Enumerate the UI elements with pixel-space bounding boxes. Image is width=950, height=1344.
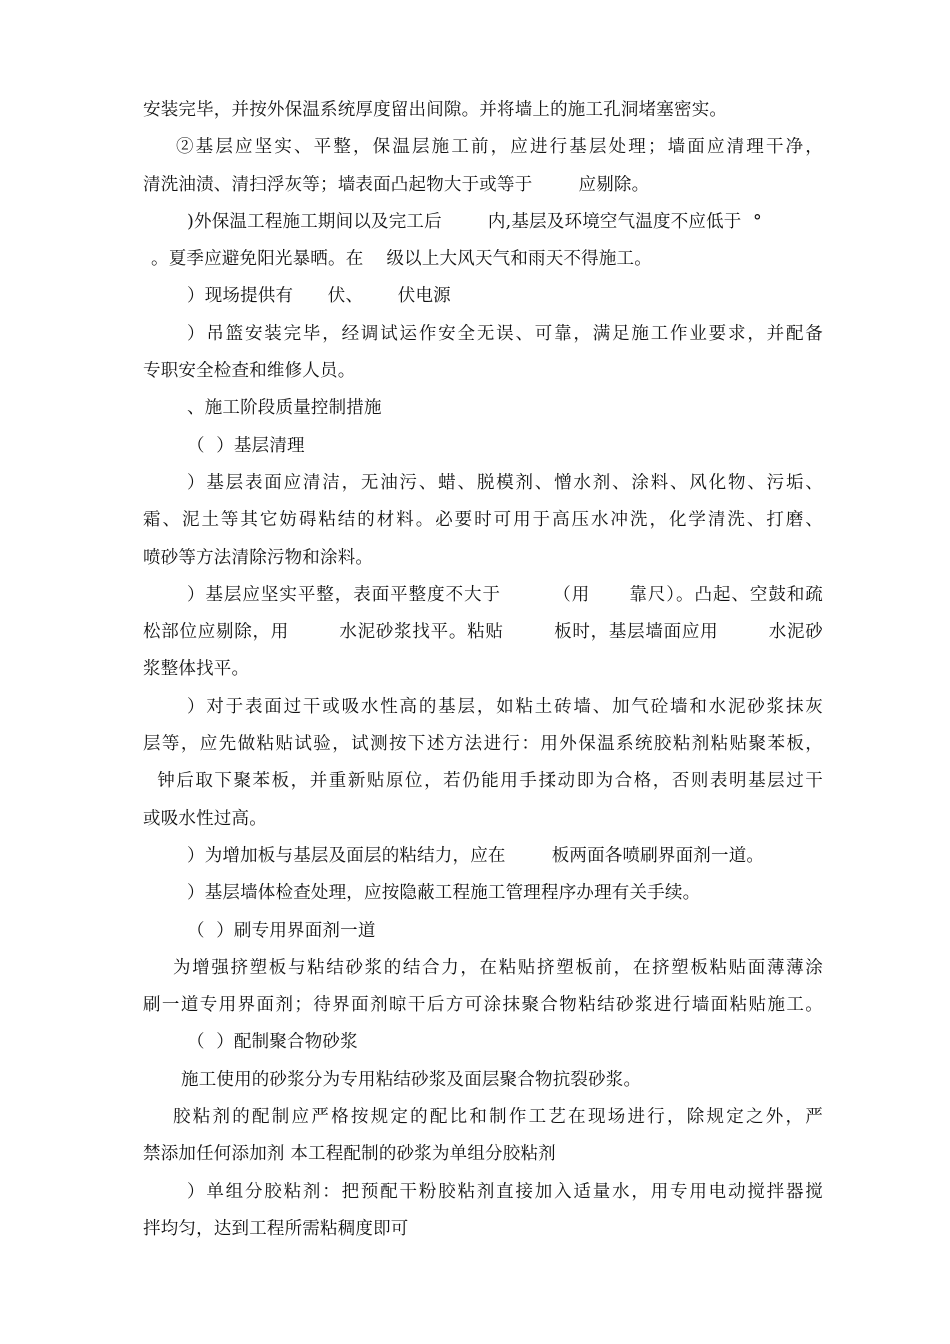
text-line: 松部位应剔除，用 水泥砂浆找平。粘贴 板时，基层墙面应用 水泥砂 <box>143 622 823 643</box>
text-line: 刷一道专用界面剂；待界面剂晾干后方可涂抹聚合物粘结砂浆进行墙面粘贴施工。 <box>143 995 823 1016</box>
text-line: 施工使用的砂浆分为专用粘结砂浆及面层聚合物抗裂砂浆。 <box>181 1069 642 1090</box>
text-line: ）吊篮安装完毕，经调试运作安全无误、可靠，满足施工作业要求，并配备 <box>187 323 823 344</box>
text-line: ）基层表面应清洁，无油污、蜡、脱模剂、憎水剂、涂料、风化物、污垢、 <box>187 472 823 493</box>
text-line: 。夏季应避免阳光暴晒。在 级以上大风天气和雨天不得施工。 <box>151 249 652 270</box>
text-line: 为增强挤塑板与粘结砂浆的结合力，在粘贴挤塑板前，在挤塑板粘贴面薄薄涂 <box>173 957 823 978</box>
text-line: 拌均匀，达到工程所需粘稠度即可 <box>143 1218 409 1239</box>
text-line: ）对于表面过干或吸水性高的基层，如粘土砖墙、加气砼墙和水泥砂浆抹灰 <box>187 696 823 717</box>
text-line: ）为增加板与基层及面层的粘结力，应在 板两面各喷刷界面剂一道。 <box>187 845 765 866</box>
text-line: 或吸水性过高。 <box>143 808 267 829</box>
text-line: 清洗油渍、清扫浮灰等；墙表面凸起物大于或等于 应剔除。 <box>143 174 650 195</box>
text-line: 喷砂等方法清除污物和涂料。 <box>143 547 374 568</box>
text-line: ②基层应坚实、平整，保温层施工前，应进行基层处理；墙面应清理干净， <box>176 137 823 158</box>
text-line: 霜、泥土等其它妨碍粘结的材料。必要时可用于高压水冲洗，化学清洗、打磨、 <box>143 510 823 531</box>
text-line: 胶粘剂的配制应严格按规定的配比和制作工艺在现场进行，除规定之外，严 <box>173 1107 823 1128</box>
text-line: )外保温工程施工期间以及完工后 内,基层及环境空气温度不应低于 ° <box>187 211 762 232</box>
text-line: 钟后取下聚苯板，并重新贴原位，若仍能用手揉动即为合格，否则表明基层过干 <box>143 771 823 792</box>
text-line: ）单组分胶粘剂：把预配干粉胶粘剂直接加入适量水，用专用电动搅拌器搅 <box>187 1181 823 1202</box>
text-line: 专职安全检查和维修人员。 <box>143 361 356 382</box>
text-line: （ ）配制聚合物砂浆 <box>187 1032 358 1053</box>
text-line: ）基层应坚实平整，表面平整度不大于 （用 靠尺）。凸起、空鼓和疏 <box>187 584 823 605</box>
text-line: ）基层墙体检查处理，应按隐蔽工程施工管理程序办理有关手续。 <box>187 883 701 904</box>
text-line: 浆整体找平。 <box>143 659 250 680</box>
text-line: 层等，应先做粘贴试验，试测按下述方法进行：用外保温系统胶粘剂粘贴聚苯板， <box>143 734 823 755</box>
text-line: 禁添加任何添加剂 本工程配制的砂浆为单组分胶粘剂 <box>143 1144 556 1165</box>
text-line: （ ）刷专用界面剂一道 <box>187 920 376 941</box>
text-line: （ ）基层清理 <box>187 435 305 456</box>
document-body <box>143 92 823 1248</box>
text-line: ）现场提供有 伏、 伏电源 <box>187 286 451 307</box>
text-line: 安装完毕，并按外保温系统厚度留出间隙。并将墙上的施工孔洞堵塞密实。 <box>143 100 728 120</box>
text-line: 、施工阶段质量控制措施 <box>187 398 382 419</box>
